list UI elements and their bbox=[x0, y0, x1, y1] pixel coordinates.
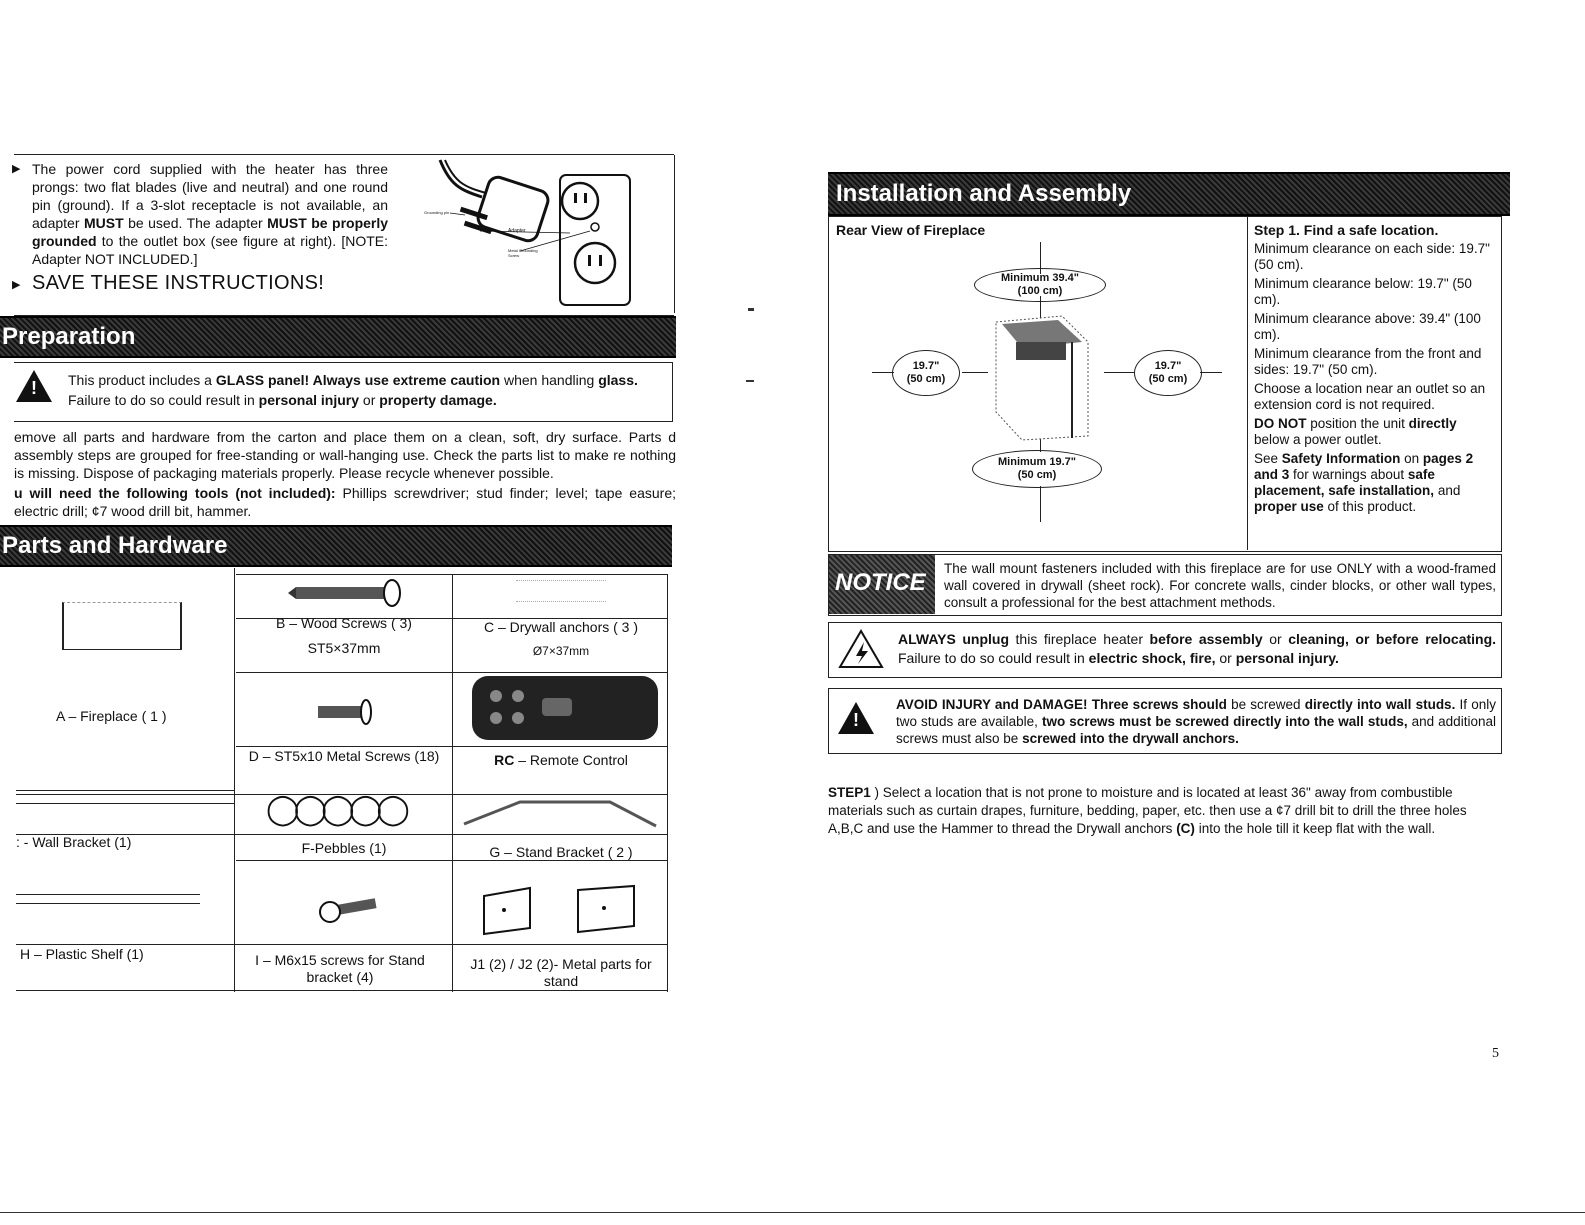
plastic-shelf-icon bbox=[16, 894, 200, 904]
arrow-line-right bbox=[1104, 372, 1134, 373]
arrow-line-left2 bbox=[962, 372, 988, 373]
step1-box bbox=[1254, 222, 1494, 518]
step1-title: Step 1. Find a safe location. bbox=[1254, 222, 1439, 238]
label-adapter: Adapter bbox=[508, 228, 526, 234]
part-rc-label: RC – Remote Control bbox=[494, 752, 628, 768]
part-c-size: Ø7×37mm bbox=[532, 644, 590, 658]
part-b-size: ST5×37mm bbox=[307, 640, 381, 656]
drywall-anchor-icon bbox=[516, 580, 606, 602]
always-unplug-text: ALWAYS unplug this fireplace heater before assembly or cleaning, or before relocating. Failure to do so could result in electric shock, fire, or personal injury. bbox=[898, 631, 1497, 666]
preparation-paragraph: emove all parts and hardware from the carton and place them on a clean, soft, dry surface. Parts d assembly steps are grouped for free-standing or wall-hanging use. Check the parts list to make re nothing is missing. Dispose of packaging materials properly. Please recycle whenever possible. bbox=[14, 429, 676, 481]
notice-text: The wall mount fasteners included with this fireplace are for use ONLY with a wood-framed wall covered in drywall (sheet rock). For concrete walls, cinder blocks, or other wall types, consult a professional for the best attachment methods. bbox=[944, 561, 1496, 610]
clearance-right-label: 19.7" (50 cm) bbox=[1134, 350, 1202, 396]
part-h-label: H – Plastic Shelf (1) bbox=[20, 946, 144, 962]
clearance-top-label: Minimum 39.4" (100 cm) bbox=[974, 268, 1106, 302]
gutter-mark bbox=[748, 308, 754, 311]
warning-icon: ! bbox=[16, 370, 52, 402]
parts-hardware-header bbox=[0, 525, 672, 567]
part-b-label: B – Wood Screws ( 3) bbox=[276, 615, 412, 631]
bullet-icon: ▶ bbox=[12, 279, 21, 291]
save-instructions: SAVE THESE INSTRUCTIONS! bbox=[32, 272, 325, 294]
gutter-mark bbox=[746, 380, 754, 382]
part-a-label: A – Fireplace ( 1 ) bbox=[56, 708, 167, 724]
stand-bracket-icon bbox=[460, 796, 660, 836]
installation-header bbox=[828, 172, 1510, 216]
label-metal-screw: Metal Grounding Screw bbox=[508, 248, 538, 258]
preparation-header bbox=[0, 316, 676, 358]
glass-warning-text: This product includes a GLASS panel! Always use extreme caution when handling glass. Failure to do so could result in personal injury or property damage. bbox=[68, 372, 638, 408]
rear-view-divider bbox=[1247, 216, 1248, 550]
arrow-line-right2 bbox=[1200, 372, 1222, 373]
part-e-label: : - Wall Bracket (1) bbox=[16, 834, 132, 850]
fireplace-rear-drawing bbox=[992, 312, 1092, 442]
step1-line: Minimum clearance from the front and sides: 19.7" (50 cm). bbox=[1254, 346, 1482, 377]
clearance-bottom-label: Minimum 19.7" (50 cm) bbox=[972, 450, 1102, 488]
rear-view-title: Rear View of Fireplace bbox=[836, 222, 986, 238]
tools-paragraph: u will need the following tools (not included): Phillips screwdriver; stud finder; level; tape easure; electric drill; ¢7 wood drill bit, hammer. bbox=[14, 485, 676, 519]
part-f-label: F-Pebbles (1) bbox=[301, 840, 387, 856]
warning-icon: ! bbox=[838, 702, 874, 734]
step1-line: See Safety Information on pages 2 and 3 for warnings about safe placement, safe installation, and proper use of this product. bbox=[1254, 451, 1474, 514]
arrow-line-left bbox=[872, 372, 894, 373]
step1-line: Minimum clearance above: 39.4" (100 cm). bbox=[1254, 311, 1481, 342]
page-number: 5 bbox=[1492, 1046, 1499, 1061]
metal-screw-icon bbox=[316, 698, 376, 728]
step1-paragraph: STEP1 ) Select a location that is not prone to moisture and is located at least 36" away from combustible materials such as curtain drapes, furniture, bedding, paper, etc. then use a ¢7 drill bit to drill the three holes A,B,C and use the Hammer to thread the Drywall anchors (C) into the hole till it keep flat with the wall. bbox=[828, 785, 1467, 836]
power-cord-text: The power cord supplied with the heater has three prongs: two flat blades (live and neutral) and one round pin (ground). If a 3-slot receptacle is not available, an adapter MUST be used. The adapter MUST be properly grounded to the outlet box (see figure at right). [NOTE: Adapter NOT INCLUDED.] bbox=[32, 161, 389, 267]
step1-line: DO NOT position the unit directly below a power outlet. bbox=[1254, 416, 1457, 447]
plug-outlet-figure bbox=[420, 155, 635, 313]
remote-control-icon bbox=[472, 676, 658, 740]
part-d-label: D – ST5x10 Metal Screws (18) bbox=[248, 748, 440, 764]
shock-warning-icon bbox=[838, 628, 884, 670]
notice-badge bbox=[829, 555, 935, 614]
preparation-title: Preparation bbox=[2, 323, 136, 350]
bullet-icon: ▶ bbox=[12, 163, 21, 175]
bottom-edge bbox=[0, 1212, 1585, 1213]
part-j-label: J1 (2) / J2 (2)- Metal parts for stand bbox=[470, 956, 652, 989]
stand-screw-icon bbox=[312, 890, 392, 930]
part-i-label: I – M6x15 screws for Stand bracket (4) bbox=[255, 952, 425, 985]
parts-hardware-title: Parts and Hardware bbox=[2, 532, 228, 559]
step1-line: Choose a location near an outlet so an extension cord is not required. bbox=[1254, 381, 1486, 412]
pebbles-icon: ◯◯◯◯◯ bbox=[266, 792, 404, 827]
arrow-line-bottom2 bbox=[1040, 486, 1041, 522]
step1-line: Minimum clearance below: 19.7" (50 cm). bbox=[1254, 276, 1472, 307]
part-a-image bbox=[62, 602, 182, 650]
part-c-label: C – Drywall anchors ( 3 ) bbox=[483, 619, 639, 635]
wood-screw-icon bbox=[288, 578, 408, 608]
notice-label: NOTICE bbox=[835, 569, 926, 596]
clearance-left-label: 19.7" (50 cm) bbox=[892, 350, 960, 396]
wall-bracket-icon bbox=[16, 790, 234, 804]
step1-line: Minimum clearance on each side: 19.7" (50 cm). bbox=[1254, 241, 1490, 272]
metal-parts-icon bbox=[478, 882, 648, 942]
part-g-label: G – Stand Bracket ( 2 ) bbox=[489, 844, 633, 860]
label-grounding-pin: Grounding pin bbox=[424, 210, 450, 215]
installation-title: Installation and Assembly bbox=[836, 180, 1132, 207]
avoid-injury-text: AVOID INJURY and DAMAGE! Three screws should be screwed directly into wall studs. If only two studs are available, two screws must be screwed directly into the wall studs, and additional screws must also be screwed into the drywall anchors. bbox=[896, 697, 1496, 746]
